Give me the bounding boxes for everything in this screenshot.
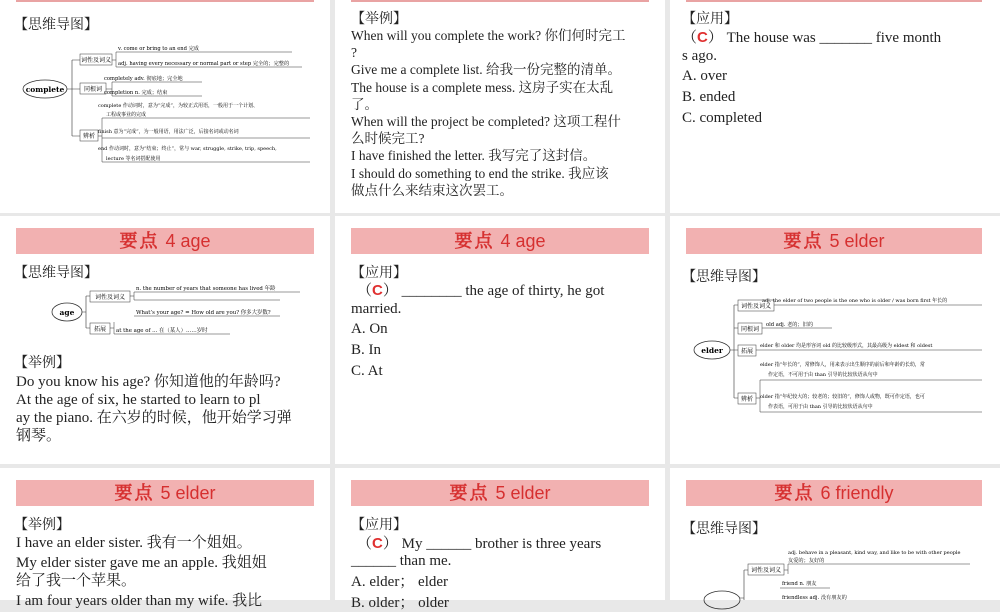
branch-pos: 词性及词义 [740,303,772,310]
branch-pos: 词性及词义 [750,567,782,574]
key-point-header: 要点 4 age [16,228,314,254]
branch-pos: 词性及词义 [80,57,112,64]
compare-elder: elder 指“年长的”，常修饰人，用来表示出生顺序的前后和年龄的长幼，常 [760,362,925,368]
example-line: Do you know his age? 你知道他的年龄吗? [16,374,281,390]
section-tag: 【举例】 [14,355,70,371]
key-point-header: 要点 5 elder [351,480,649,506]
branch-extend: 拓展 [93,326,107,333]
section-tag: 【应用】 [682,11,738,27]
panel-complete-exercise [670,0,1000,213]
mind-map-complete [22,40,322,170]
question: （C） My ______ brother is three years [357,535,602,552]
key-point-header: 要点 5 elder [16,480,314,506]
option: C. At [351,363,383,379]
example-line: ? [351,45,357,60]
key-point-header: 要点 4 age [351,228,649,254]
key-point-header: 要点 5 elder [686,228,982,254]
example-line: When will the project be completed? 这项工程什 [351,114,621,129]
question-text: My ______ brother is three years [401,536,602,552]
panel-friendly-mindmap [670,468,1000,600]
option: B. ended [682,89,736,105]
section-tag: 【举例】 [351,11,407,27]
example-line: When will you complete the work? 你们何时完工 [351,28,626,43]
example-line: 做点什么来结束这次罢工。 [351,183,513,198]
branch-compare: 辨析 [740,396,754,403]
branch-compare: 辨析 [82,133,96,140]
branch-cognates: 同根词 [740,326,760,333]
example-line: My elder sister gave me an apple. 我姐姐 [16,555,267,571]
question-text-cont: married. [351,301,402,317]
question: （C） The house was _______ five month [682,29,942,46]
key-point-header: 要点 6 friendly [686,480,982,506]
panel-age-exercise [335,216,665,464]
svg-text:友爱的；友好的: 友爱的；友好的 [788,558,825,564]
header-strip [686,0,982,2]
compare-complete: complete 作动词时，意为“完成”，为较正式用语，一般用于一个计划、 [98,103,258,109]
mind-map-center-label: elder [701,346,723,355]
cognate-completely: completely adv. 彻底地；完全地 [104,76,183,82]
panel-elder-exercise [335,468,665,611]
example-line: 给了我一个苹果。 [16,573,137,589]
question: （C） ________ the age of thirty, he got [357,282,605,299]
question-text-cont: s ago. [682,48,717,64]
complete-def-adj: adj. having every necessary or normal part or step 完全的；完整的 [118,61,290,67]
section-tag: 【思维导图】 [682,269,766,285]
cognate-friendless: friendless adj. 没有朋友的 [782,595,847,601]
cognate-completion: completion n. 完成；结束 [104,90,168,96]
example-line: ay the piano. 在六岁的时候，他开始学习弹 [16,410,292,426]
example-line: I have an elder sister. 我有一个姐姐。 [16,535,252,551]
panel-elder-mindmap [670,216,1000,464]
svg-text:工程或事业的完成: 工程或事业的完成 [106,112,147,118]
option: A. On [351,321,388,337]
elder-def: adj. the elder of two people is the one who is older / was born first 年长的 [762,298,948,304]
compare-older: older 指“年纪较大的；较老的；较旧的”，修饰人或物，既可作定语，也可 [760,394,925,400]
option: B. In [351,342,381,358]
header-strip [16,0,314,2]
example-line: At the age of six, he started to learn to pl [16,392,261,408]
svg-text:lecture 等名词搭配使用: lecture 等名词搭配使用 [106,156,161,162]
section-tag: 【思维导图】 [14,17,98,33]
example-line: 钢琴。 [16,428,62,444]
complete-def-verb: v. come or bring to an end 完成 [118,46,199,52]
example-line: The house is a complete mess. 这房子实在太乱 [351,80,614,95]
section-tag: 【思维导图】 [682,521,766,537]
question-text-cont: ______ than me. [351,553,452,569]
friendly-def: adj. behave in a pleasant, kind way, and like to be with other people [788,550,961,556]
svg-text:作定语，不可用于由 than 引导的比较状语从句中: 作定语，不可用于由 than 引导的比较状语从句中 [768,372,878,378]
mind-map-center-label: age [59,308,75,317]
compare-finish: finish 意为“完成”，为一般用语，用法广泛，后接名词或动名词 [98,129,239,135]
header-strip [351,0,649,2]
mind-map-age [50,282,320,342]
mind-map-friendly [700,542,990,600]
question-text: The house was _______ five month [726,30,942,46]
svg-text:作表语，可用于由 than 引导的比较状语从句中: 作表语，可用于由 than 引导的比较状语从句中 [768,404,873,410]
mind-map-elder [692,288,992,428]
section-tag: 【思维导图】 [14,265,98,281]
age-phrase: at the age of ... 在（某人）……岁时 [116,328,208,334]
panel-complete-mindmap [0,0,330,213]
panel-complete-examples [335,0,665,213]
compare-end: end 作动词时，意为“结束；终止”，常与 war, struggle, strike, trip, speech, [98,146,277,152]
option: A. over [682,68,727,84]
answer-letter: C [372,535,383,552]
example-line: 么时候完工? [351,131,425,146]
age-example: What’s your age? = How old are you? 你多大岁数? [136,310,271,316]
mind-map-center-label: complete [25,85,65,94]
example-line: I should do something to end the strike. 我应该 [351,166,609,181]
cognate-friend: friend n. 朋友 [782,581,817,587]
option: B. older； older [351,595,449,611]
branch-pos: 词性及词义 [94,294,126,301]
cognate-old: old adj. 老的；旧的 [766,322,814,328]
example-line: 了。 [351,97,378,112]
answer-letter: C [372,282,383,299]
example-line: I am four years older than my wife. 我比 [16,593,263,609]
age-def: n. the number of years that someone has lived 年龄 [136,286,276,292]
example-line: Give me a complete list. 给我一份完整的清单。 [351,62,621,77]
panel-age-mindmap [0,216,330,464]
answer-letter: C [697,29,708,46]
branch-cognates: 同根词 [83,86,103,93]
example-line: I have finished the letter. 我写完了这封信。 [351,148,597,163]
option: A. elder； elder [351,574,449,590]
elder-extend: elder 和 older 均是形容词 old 的比较级形式，其最高级为 eldest 和 oldest [760,343,933,349]
question-text: ________ the age of thirty, he got [401,283,605,299]
section-tag: 【举例】 [14,517,70,533]
option: C. completed [682,110,762,126]
panel-elder-examples [0,468,330,609]
branch-extend: 拓展 [740,348,754,355]
section-tag: 【应用】 [351,517,407,533]
section-tag: 【应用】 [351,265,407,281]
